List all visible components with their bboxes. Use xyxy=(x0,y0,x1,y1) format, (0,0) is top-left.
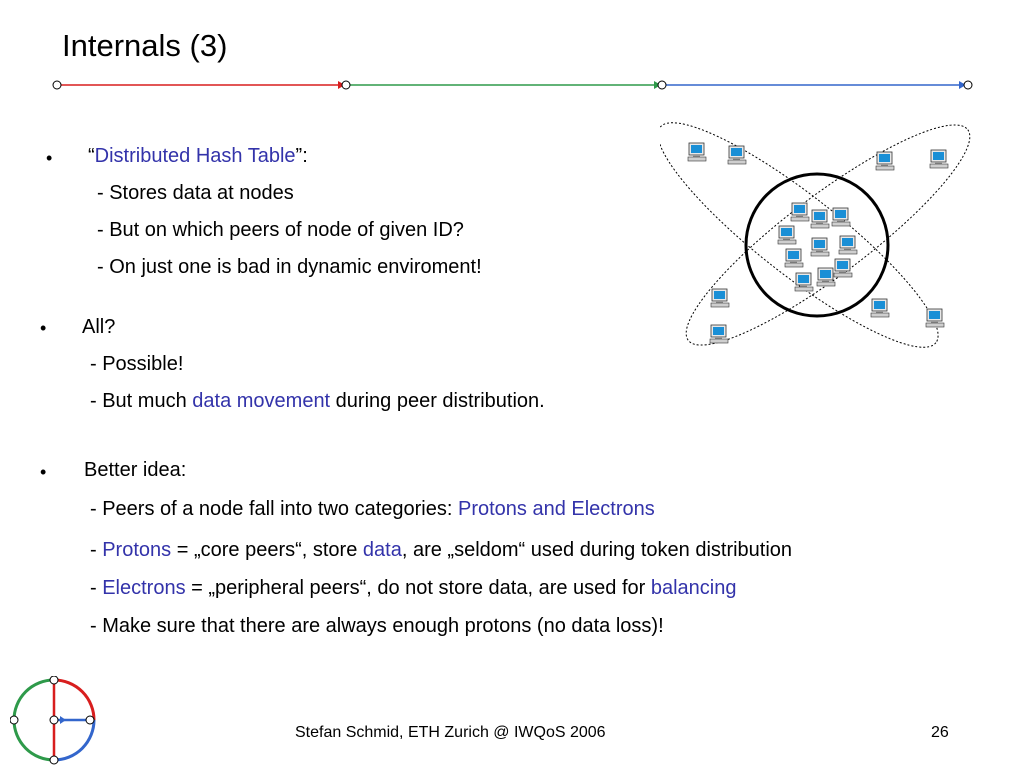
timeline-node xyxy=(964,81,972,89)
bullet-marker: • xyxy=(46,148,53,168)
data-term: data xyxy=(362,539,402,561)
computer-icon xyxy=(817,268,835,286)
computer-icon xyxy=(871,299,889,317)
electrons-term: Electrons xyxy=(102,577,186,599)
sub-line xyxy=(90,390,545,413)
protons-term: Protons xyxy=(102,539,172,561)
computer-icon xyxy=(791,203,809,221)
section-heading-better-idea: Better idea: xyxy=(84,459,187,481)
bullet-marker: • xyxy=(40,462,47,482)
text-run: - xyxy=(90,577,103,599)
timeline-node xyxy=(342,81,350,89)
computer-icon xyxy=(834,259,852,277)
computer-icon xyxy=(839,236,857,254)
text-run: - But much xyxy=(90,390,193,412)
computer-icon xyxy=(811,210,829,228)
text-run: = „peripheral peers“, do not store data, are used for xyxy=(185,577,651,599)
text-run: = „core peers“, store xyxy=(171,539,363,561)
protons-electrons-term: Protons and Electrons xyxy=(457,498,655,520)
orbit-ellipse xyxy=(660,96,961,365)
text-run: - Peers of a node fall into two categories: xyxy=(90,498,458,520)
computer-icon xyxy=(778,226,796,244)
computer-icon xyxy=(785,249,803,267)
computer-icon xyxy=(811,238,829,256)
computer-icon xyxy=(688,143,706,161)
sub-line xyxy=(90,577,736,600)
computer-icon xyxy=(926,309,944,327)
computer-icon xyxy=(930,150,948,168)
sub-line xyxy=(90,539,792,562)
sub-line xyxy=(90,498,655,521)
sub-line: - On just one is bad in dynamic enviroment! xyxy=(97,256,482,278)
sub-line: - Stores data at nodes xyxy=(97,182,294,204)
logo xyxy=(10,676,100,766)
sub-line: - But on which peers of node of given ID? xyxy=(97,219,464,241)
text-run: during peer distribution. xyxy=(330,390,545,412)
computer-icon xyxy=(728,146,746,164)
data-movement-term: data movement xyxy=(192,390,331,412)
section-heading-dht xyxy=(88,145,308,168)
footer-credit: Stefan Schmid, ETH Zurich @ IWQoS 2006 xyxy=(295,724,606,741)
timeline-node xyxy=(53,81,61,89)
balancing-term: balancing xyxy=(650,577,737,599)
section-heading-all: All? xyxy=(82,316,116,338)
close-quote: ”: xyxy=(295,145,308,167)
text-run: , are „seldom“ used during token distribution xyxy=(401,539,793,561)
timeline-node xyxy=(658,81,666,89)
sub-line: - Possible! xyxy=(90,353,184,375)
sub-line: - Make sure that there are always enough protons (no data loss)! xyxy=(90,615,664,637)
peer-network-diagram xyxy=(660,95,980,365)
computer-icon xyxy=(876,152,894,170)
page-number: 26 xyxy=(931,724,949,741)
computer-icon xyxy=(832,208,850,226)
computer-icon xyxy=(711,289,729,307)
open-quote: “ xyxy=(88,145,95,167)
computer-icon xyxy=(710,325,728,343)
bullet-marker: • xyxy=(40,318,47,338)
dht-term: Distributed Hash Table xyxy=(94,145,296,167)
text-run: - xyxy=(90,539,103,561)
slide-title: Internals (3) xyxy=(62,28,228,63)
computer-icon xyxy=(795,273,813,291)
